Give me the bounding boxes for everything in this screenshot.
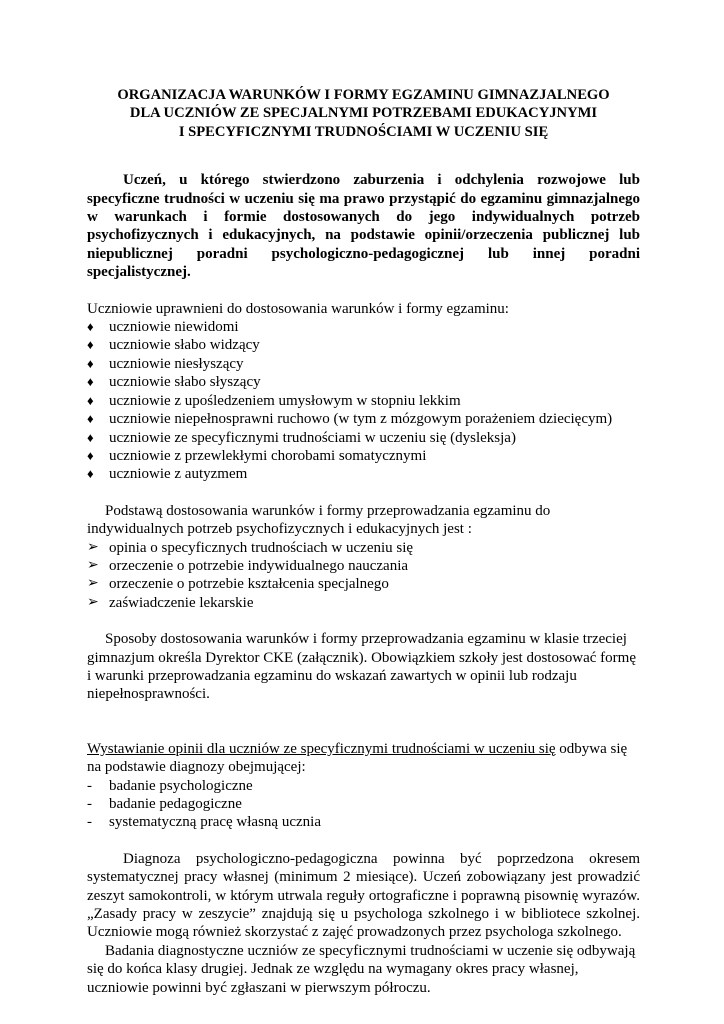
document-title [87,86,640,141]
list-item: ➢ orzeczenie o potrzebie kształcenia specjalnego [87,576,389,593]
arrow-bullet-icon: ➢ [87,557,99,573]
dash-bullet: - [87,814,92,831]
diamond-bullet-icon: ♦ [87,374,94,390]
diamond-bullet-icon: ♦ [87,466,94,482]
methods-paragraph: Sposoby dostosowania warunków i formy przeprowadzania egzaminu w klasie trzeciej gimnazjum określa Dyrektor CKE (załącznik). Obowiązkiem szkoły jest dostosować formę i warunki przeprowadzania egzaminu do wskazań zawartych w opinii lub rodzaju niepełnosprawności. [87,631,637,703]
closing-paragraph: Badania diagnostyczne uczniów ze specyficznymi trudnościami w uczenie się odbywają się do końca klasy drugiej. Jednak ze względu na wymagany okres pracy własnej, uczniowie powinni być zgłaszani w pierwszym półroczu. [87,942,636,996]
opinions-paragraph [87,740,640,777]
basis-list [87,539,640,613]
title-line-2: DLA UCZNIÓW ZE SPECJALNYMI POTRZEBAMI EDUKACYJNYMI [129,105,598,122]
list-item: ♦ uczniowie niewidomi [87,319,239,336]
list-item: ♦ uczniowie z przewlekłymi chorobami somatycznymi [87,447,427,464]
diamond-bullet-icon: ♦ [87,429,94,445]
list-item: ➢ opinia o specyficznych trudnościach w uczeniu się [87,539,414,556]
title-line-1: ORGANIZACJA WARUNKÓW I FORMY EGZAMINU GIMNAZJALNEGO [117,87,610,103]
list-item: ♦ uczniowie niepełnosprawni ruchowo (w tym z mózgowym porażeniem dziecięcym) [87,411,613,428]
list-item: - systematyczną pracę własną ucznia [87,814,321,831]
diamond-bullet-icon: ♦ [87,337,94,353]
diamond-bullet-icon: ♦ [87,447,94,463]
basis-heading: Podstawą dostosowania warunków i formy przeprowadzania egzaminu do indywidualnych potrzeb psychofizycznych i edukacyjnych jest : [87,502,551,538]
diagnosis-components-list [87,777,640,832]
document-page [87,86,640,997]
list-item: - badanie pedagogiczne [87,796,242,812]
diamond-bullet-icon: ♦ [87,319,94,335]
intro-paragraph: Uczeń, u którego stwierdzono zaburzenia i odchylenia rozwojowe lub specyficzne trudności w uczeniu się ma prawo przystąpić do egzaminu gimnazjalnego w warunkach i formie dostosowanych do jego indywidualnych potrzeb psychofizycznych i edukacyjnych, na podstawie opinii/orzeczenia publicznej lub niepublicznej poradni psychologiczno-pedagogicznej lub innej poradni specjalistycznej. [87,172,640,281]
opinions-rest-text: odbywa się na podstawie diagnozy obejmującej: [87,740,628,776]
diagnosis-paragraph: Diagnoza psychologiczno-pedagogiczna powinna być poprzedzona okresem systematycznej pracy własnej (minimum 2 miesiące). Uczeń zobowiązany jest prowadzić zeszyt samokontroli, w którym utrwala reguły ortograficzne i poprawną pisownię wyrazów. „Zasady pracy w zeszycie” znajdują się u psychologa szkolnego i w bibliotece szkolnej. Uczniowie mogą również skorzystać z zajęć prowadzonych przez psychologa szkolnego. [87,850,640,941]
list-item: ♦ uczniowie z autyzmem [87,466,248,483]
list-item: ♦ uczniowie słabo widzący [87,337,260,354]
diamond-bullet-icon: ♦ [87,411,94,427]
list-item: - badanie psychologiczne [87,777,253,794]
eligible-heading: Uczniowie uprawnieni do dostosowania warunków i formy egzaminu: [87,300,509,317]
list-item: ♦ uczniowie ze specyficznymi trudnościami w uczeniu się (dysleksja) [87,429,516,446]
title-line-3: I SPECYFICZNYMI TRUDNOŚCIAMI W UCZENIU SIĘ [178,123,549,140]
dash-bullet: - [87,796,92,812]
list-item: ♦ uczniowie niesłyszący [87,355,244,372]
list-item: ➢ orzeczenie o potrzebie indywidualnego nauczania [87,557,409,574]
eligible-list [87,318,640,484]
opinions-underlined-text: Wystawianie opinii dla uczniów ze specyficznymi trudnościami w uczeniu się [87,740,556,757]
arrow-bullet-icon: ➢ [87,576,99,592]
diamond-bullet-icon: ♦ [87,392,94,408]
dash-bullet: - [87,777,92,794]
list-item: ➢ zaświadczenie lekarskie [87,594,254,611]
arrow-bullet-icon: ➢ [87,539,99,555]
diamond-bullet-icon: ♦ [87,355,94,371]
list-item: ♦ uczniowie słabo słyszący [87,374,261,391]
list-item: ♦ uczniowie z upośledzeniem umysłowym w stopniu lekkim [87,392,461,409]
arrow-bullet-icon: ➢ [87,594,99,610]
